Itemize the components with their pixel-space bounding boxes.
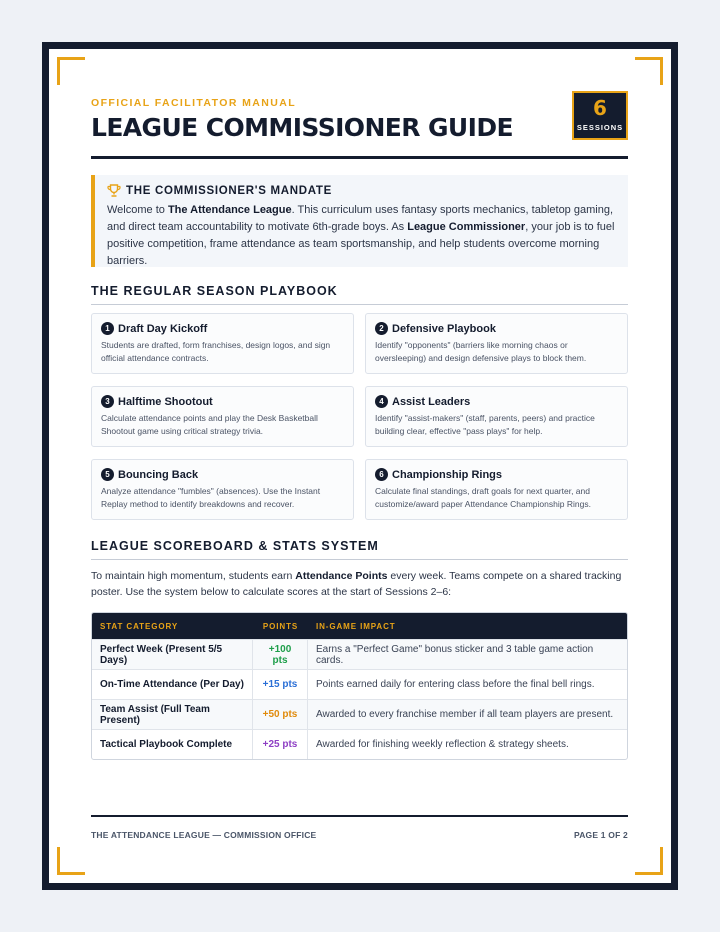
- table-row: [92, 699, 627, 729]
- session-description: Identify "opponents" (barriers like morning chaos or oversleeping) and design defensive plays to block them.: [375, 340, 587, 363]
- corner-bracket-top-right: [635, 57, 663, 85]
- page-number: PAGE 1 OF 2: [573, 830, 628, 840]
- session-description: Calculate attendance points and play the Desk Basketball Shootout game using critical strategy trivia.: [101, 413, 318, 436]
- corner-bracket-bottom-right: [635, 847, 663, 875]
- stat-impact: Earns a "Perfect Game" bonus sticker and 3 table game action cards.: [316, 643, 594, 666]
- table-body: [92, 639, 627, 759]
- column-header-impact: IN-GAME IMPACT: [316, 621, 396, 631]
- session-card: [91, 386, 354, 447]
- footer-office: THE ATTENDANCE LEAGUE — COMMISSION OFFICE: [91, 830, 317, 840]
- session-grid: [91, 313, 628, 520]
- session-number: 4: [375, 395, 388, 408]
- corner-bracket-bottom-left: [57, 847, 85, 875]
- stat-points: +15 pts: [253, 670, 308, 699]
- session-card: [365, 459, 628, 520]
- page-title: LEAGUE COMMISSIONER GUIDE: [91, 113, 513, 142]
- session-card: [365, 313, 628, 374]
- column-header-category: STAT CATEGORY: [100, 621, 179, 631]
- mandate-text: Welcome to The Attendance League. This curriculum uses fantasy sports mechanics, tabletop gaming, and direct team accountability to motivate 6th-grade boys. As League Commissioner, your job is to fuel positive competition, frame attendance as team sportsmanship, and help students overcome morning barriers.: [107, 204, 615, 267]
- scoreboard-section-title: LEAGUE SCOREBOARD & STATS SYSTEM: [91, 539, 628, 560]
- header: [91, 97, 628, 159]
- session-number: 3: [101, 395, 114, 408]
- stat-points: +50 pts: [253, 700, 308, 729]
- mandate-callout: [91, 175, 628, 267]
- session-card: [91, 459, 354, 520]
- sessions-count: 6: [593, 96, 607, 120]
- session-title: Defensive Playbook: [392, 322, 496, 335]
- stats-table: [91, 612, 628, 760]
- trophy-icon: [107, 184, 121, 197]
- document-page: [49, 49, 671, 883]
- session-number: 6: [375, 468, 388, 481]
- stat-category: Team Assist (Full Team Present): [92, 700, 253, 729]
- stat-category: Perfect Week (Present 5/5 Days): [92, 640, 253, 669]
- session-description: Calculate final standings, draft goals for next quarter, and customize/award paper Attendance Championship Rings.: [375, 486, 591, 509]
- session-card: [365, 386, 628, 447]
- session-number: 1: [101, 322, 114, 335]
- corner-bracket-top-left: [57, 57, 85, 85]
- mandate-title: THE COMMISSIONER'S MANDATE: [126, 184, 333, 197]
- session-title: Championship Rings: [392, 468, 502, 481]
- table-row: [92, 729, 627, 759]
- title-divider: [91, 156, 628, 159]
- session-title: Assist Leaders: [392, 395, 471, 408]
- stat-impact: Points earned daily for entering class before the final bell rings.: [316, 679, 595, 690]
- playbook-section-title: THE REGULAR SEASON PLAYBOOK: [91, 284, 628, 305]
- session-number: 2: [375, 322, 388, 335]
- page-frame: [42, 42, 678, 890]
- stat-category: On-Time Attendance (Per Day): [92, 670, 253, 699]
- table-row: [92, 639, 627, 669]
- stat-impact: Awarded to every franchise member if all team players are present.: [316, 709, 614, 720]
- session-title: Draft Day Kickoff: [118, 322, 208, 335]
- mandate-header: [107, 184, 616, 197]
- stat-points: +25 pts: [253, 730, 308, 759]
- header-kicker: OFFICIAL FACILITATOR MANUAL: [91, 97, 297, 109]
- session-description: Analyze attendance "fumbles" (absences). Use the Instant Replay method to identify breakdowns and recover.: [101, 486, 321, 509]
- sessions-badge: [572, 91, 628, 140]
- session-card: [91, 313, 354, 374]
- stat-category: Tactical Playbook Complete: [92, 730, 253, 759]
- session-description: Students are drafted, form franchises, design logos, and sign official attendance contracts.: [101, 340, 331, 363]
- session-title: Bouncing Back: [118, 468, 199, 481]
- table-row: [92, 669, 627, 699]
- column-header-points: POINTS: [262, 621, 299, 631]
- scoreboard-intro: To maintain high momentum, students earn Attendance Points every week. Teams compete on a shared tracking poster. Use the system below to calculate scores at the start of Sessions 2–6:: [91, 570, 622, 598]
- page-content: [91, 97, 628, 760]
- sessions-label: SESSIONS: [576, 123, 624, 132]
- session-description: Identify "assist-makers" (staff, parents, peers) and practice building clear, effective "pass plays" for help.: [375, 413, 595, 436]
- session-title: Halftime Shootout: [118, 395, 213, 408]
- session-number: 5: [101, 468, 114, 481]
- stat-points: +100 pts: [253, 640, 308, 669]
- page-footer: [91, 815, 628, 840]
- stat-impact: Awarded for finishing weekly reflection & strategy sheets.: [316, 739, 569, 750]
- table-header: [92, 613, 627, 639]
